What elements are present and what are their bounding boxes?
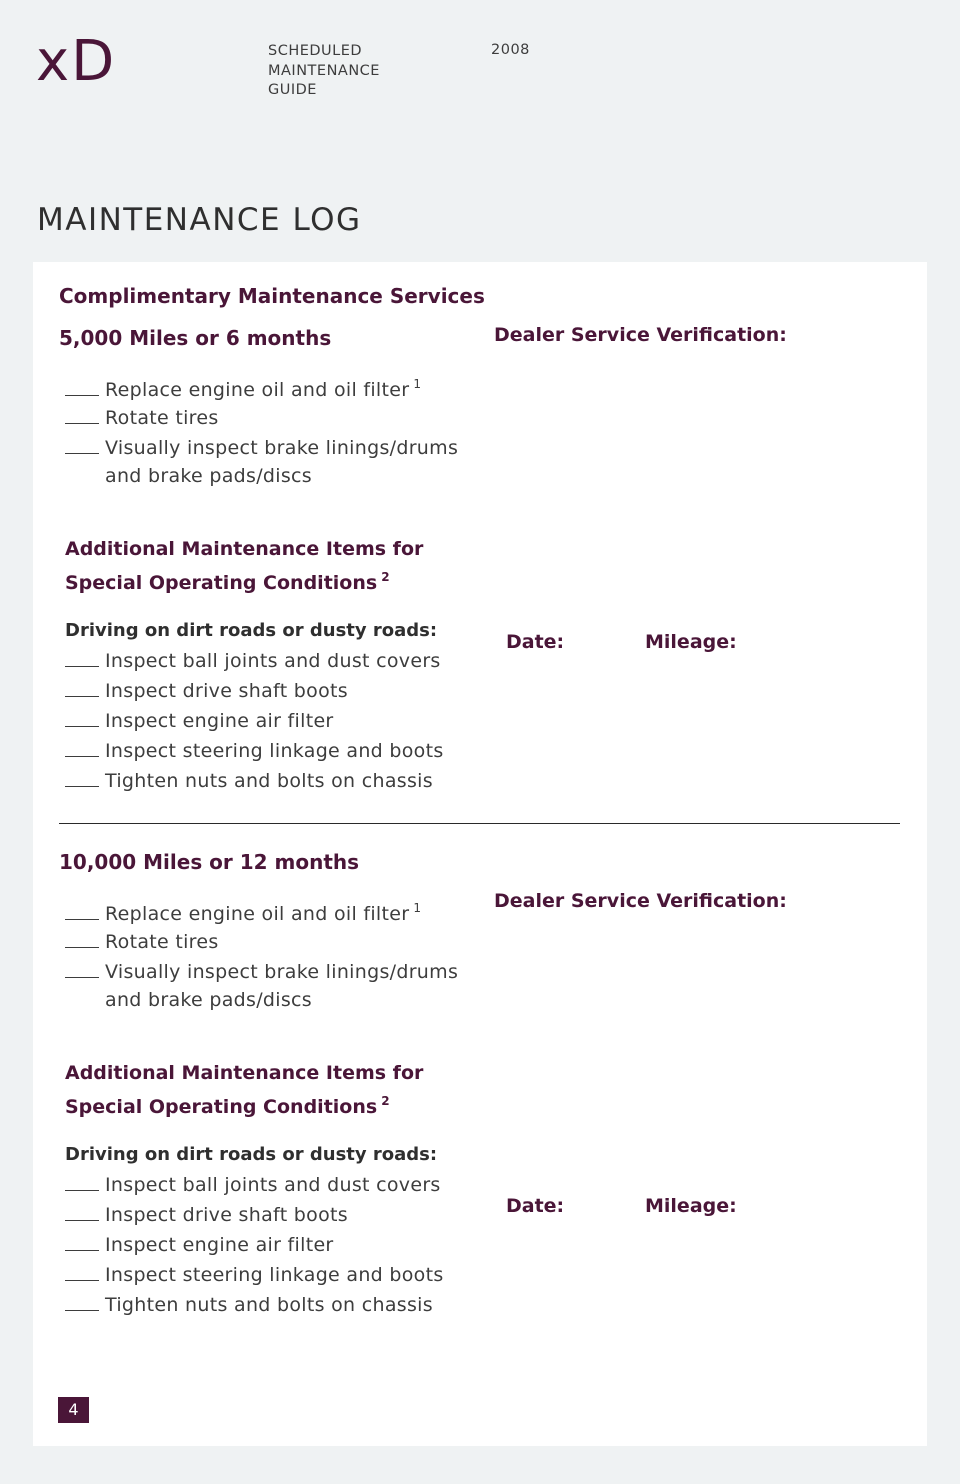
- item-continuation: and brake pads/discs: [105, 989, 313, 1011]
- item-text: Replace engine oil and oil filter: [105, 903, 410, 925]
- additional-items-heading: [65, 535, 485, 597]
- footnote-ref: 1: [413, 901, 422, 915]
- mileage-label: Mileage:: [645, 1195, 737, 1217]
- checklist-item: [65, 407, 219, 429]
- checkbox-blank[interactable]: [65, 726, 99, 727]
- brand-logo: xD: [36, 29, 117, 94]
- model-year: 2008: [491, 42, 530, 58]
- additional-heading-line: Additional Maintenance Items for: [65, 538, 424, 560]
- checklist-item: [65, 437, 458, 459]
- checklist-item: [65, 680, 348, 702]
- dealer-verification-label: Dealer Service Verification:: [494, 890, 787, 912]
- item-text: Inspect ball joints and dust covers: [105, 1174, 441, 1196]
- item-text: Inspect engine air filter: [105, 710, 334, 732]
- date-label: Date:: [506, 631, 565, 653]
- footnote-ref: 2: [381, 1094, 390, 1108]
- item-text: Replace engine oil and oil filter: [105, 379, 410, 401]
- section-divider: [59, 823, 900, 824]
- mileage-label: Mileage:: [645, 631, 737, 653]
- checkbox-blank[interactable]: [65, 1310, 99, 1311]
- section-heading: 5,000 Miles or 6 months: [59, 326, 332, 350]
- item-text: Rotate tires: [105, 931, 219, 953]
- item-text: Rotate tires: [105, 407, 219, 429]
- condition-label: Driving on dirt roads or dusty roads:: [65, 620, 438, 641]
- checkbox-blank[interactable]: [65, 453, 99, 454]
- checkbox-blank[interactable]: [65, 395, 99, 396]
- additional-items-heading: [65, 1059, 485, 1121]
- checklist-item: [65, 650, 441, 672]
- checklist-item: [65, 710, 334, 732]
- item-text: Inspect steering linkage and boots: [105, 740, 444, 762]
- checklist-item: [65, 1174, 441, 1196]
- page-title: MAINTENANCE LOG: [37, 202, 362, 238]
- checklist-item: [65, 770, 433, 792]
- checkbox-blank[interactable]: [65, 756, 99, 757]
- footnote-ref: 2: [381, 570, 390, 584]
- item-text: Inspect drive shaft boots: [105, 1204, 348, 1226]
- checkbox-blank[interactable]: [65, 1220, 99, 1221]
- item-continuation: and brake pads/discs: [105, 465, 313, 487]
- additional-heading-line: Special Operating Conditions $^2$: [65, 570, 390, 594]
- item-text: Inspect drive shaft boots: [105, 680, 348, 702]
- checklist-item: [65, 377, 421, 401]
- additional-heading-line: Additional Maintenance Items for: [65, 1062, 424, 1084]
- checkbox-blank[interactable]: [65, 666, 99, 667]
- checklist-item: [65, 1264, 444, 1286]
- item-text: Tighten nuts and bolts on chassis: [105, 770, 433, 792]
- checkbox-blank[interactable]: [65, 696, 99, 697]
- item-text: Inspect ball joints and dust covers: [105, 650, 441, 672]
- item-text: Visually inspect brake linings/drums: [105, 437, 459, 459]
- item-text: Visually inspect brake linings/drums: [105, 961, 459, 983]
- checkbox-blank[interactable]: [65, 919, 99, 920]
- condition-label: Driving on dirt roads or dusty roads:: [65, 1144, 438, 1165]
- footnote-ref: 1: [413, 377, 422, 391]
- guide-label: [268, 42, 438, 101]
- checklist-item: [65, 961, 458, 983]
- checkbox-blank[interactable]: [65, 947, 99, 948]
- checklist-item: [65, 740, 444, 762]
- guide-line: GUIDE: [268, 82, 317, 98]
- dealer-verification-label: Dealer Service Verification:: [494, 324, 787, 346]
- guide-line: MAINTENANCE: [268, 62, 380, 79]
- complimentary-heading: Complimentary Maintenance Services: [59, 284, 485, 308]
- checklist-item: [65, 901, 421, 925]
- checklist-item: [65, 1234, 334, 1256]
- checklist-item: [65, 931, 219, 953]
- item-text: Inspect steering linkage and boots: [105, 1264, 444, 1286]
- checkbox-blank[interactable]: [65, 423, 99, 424]
- date-label: Date:: [506, 1195, 565, 1217]
- additional-heading-line: Special Operating Conditions $^2$: [65, 1094, 390, 1118]
- guide-line: SCHEDULED: [268, 43, 363, 59]
- checkbox-blank[interactable]: [65, 1250, 99, 1251]
- checkbox-blank[interactable]: [65, 1280, 99, 1281]
- item-text: Inspect engine air filter: [105, 1234, 334, 1256]
- checkbox-blank[interactable]: [65, 977, 99, 978]
- checklist-item: [65, 1204, 348, 1226]
- checkbox-blank[interactable]: [65, 1190, 99, 1191]
- checkbox-blank[interactable]: [65, 786, 99, 787]
- checklist-item: [65, 1294, 433, 1316]
- page-number: 4: [58, 1397, 89, 1423]
- item-text: Tighten nuts and bolts on chassis: [105, 1294, 433, 1316]
- section-heading: 10,000 Miles or 12 months: [59, 850, 360, 874]
